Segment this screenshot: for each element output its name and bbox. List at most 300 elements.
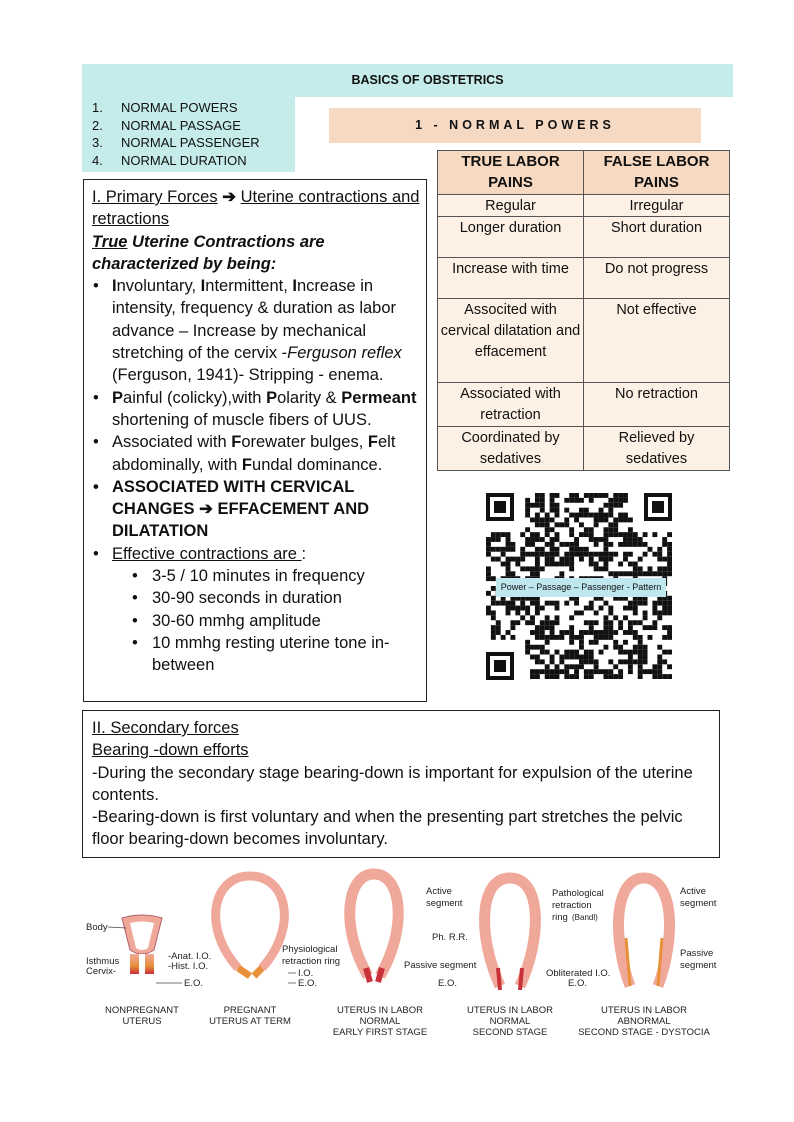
qr-module: [662, 625, 667, 630]
qr-module: [652, 664, 657, 669]
qr-module: [643, 601, 648, 606]
qr-module: [540, 552, 545, 557]
qr-module: [608, 552, 613, 557]
label-active-segment-b: Active: [680, 886, 706, 897]
qr-module: [599, 552, 604, 557]
qr-module: [535, 537, 540, 542]
qr-module: [613, 630, 618, 635]
qr-module: [618, 620, 623, 625]
qr-module: [662, 650, 667, 655]
qr-module: [608, 635, 613, 640]
qr-module: [486, 571, 491, 576]
qr-module: [574, 674, 579, 679]
qr-module: [618, 503, 623, 508]
qr-module: [657, 669, 662, 674]
qr-module: [530, 566, 535, 571]
qr-module: [633, 606, 638, 611]
qr-module: [555, 532, 560, 537]
qr-module: [667, 664, 672, 669]
qr-module: [628, 537, 633, 542]
qr-module: [486, 576, 491, 581]
qr-module: [555, 493, 560, 498]
qr-module: [618, 517, 623, 522]
qr-module: [594, 537, 599, 542]
qr-module: [643, 532, 648, 537]
qr-module: [584, 493, 589, 498]
qr-module: [559, 571, 564, 576]
qr-module: [618, 645, 623, 650]
qr-module: [623, 630, 628, 635]
qr-module: [569, 562, 574, 567]
table-cell: Irregular: [584, 194, 730, 217]
qr-module: [623, 532, 628, 537]
qr-module: [589, 552, 594, 557]
qr-module: [486, 606, 491, 611]
qr-module: [613, 674, 618, 679]
qr-module: [559, 669, 564, 674]
qr-module: [652, 606, 657, 611]
qr-module: [623, 659, 628, 664]
qr-module: [603, 674, 608, 679]
qr-module: [559, 562, 564, 567]
qr-module: [643, 571, 648, 576]
qr-module: [535, 552, 540, 557]
qr-module: [643, 650, 648, 655]
qr-module: [540, 517, 545, 522]
qr-module: [550, 498, 555, 503]
qr-module: [589, 640, 594, 645]
qr-module: [603, 527, 608, 532]
qr-module: [535, 659, 540, 664]
qr-module: [618, 674, 623, 679]
qr-module: [545, 522, 550, 527]
qr-module: [599, 513, 604, 518]
qr-module: [564, 557, 569, 562]
qr-module: [667, 650, 672, 655]
qr-module: [564, 522, 569, 527]
qr-module: [599, 635, 604, 640]
qr-module: [520, 547, 525, 552]
qr-module: [603, 620, 608, 625]
qr-module: [525, 552, 530, 557]
qr-module: [569, 542, 574, 547]
qr-module: [530, 645, 535, 650]
qr-module: [599, 669, 604, 674]
qr-module: [574, 547, 579, 552]
qr-module: [564, 517, 569, 522]
qr-module: [545, 615, 550, 620]
qr-module: [545, 527, 550, 532]
qr-module: [486, 566, 491, 571]
qr-module: [662, 606, 667, 611]
primary-heading: I. Primary Forces ➔ Uterine contractions and retractions: [92, 188, 420, 229]
qr-module: [603, 562, 608, 567]
caption-line: UTERUS IN LABOR: [600, 1005, 688, 1016]
qr-module: [535, 557, 540, 562]
qr-module: [574, 537, 579, 542]
qr-module: [579, 655, 584, 660]
qr-module: [535, 517, 540, 522]
qr-module: [594, 542, 599, 547]
qr-module: [550, 542, 555, 547]
qr-module: [540, 645, 545, 650]
caption-line: UTERUS: [122, 1016, 162, 1027]
qr-module: [608, 625, 613, 630]
qr-module: [594, 669, 599, 674]
qr-module: [618, 669, 623, 674]
qr-module: [496, 625, 501, 630]
qr-module: [535, 522, 540, 527]
qr-module: [545, 513, 550, 518]
qr-module: [486, 542, 491, 547]
qr-module: [652, 552, 657, 557]
qr-module: [594, 517, 599, 522]
qr-finder-top-right: [644, 493, 672, 521]
qr-module: [594, 522, 599, 527]
qr-module: [623, 537, 628, 542]
qr-module: [486, 610, 491, 615]
qr-module: [569, 547, 574, 552]
qr-module: [603, 532, 608, 537]
qr-module: [545, 635, 550, 640]
qr-module: [550, 537, 555, 542]
uterus-labor-second-stage: [485, 878, 536, 990]
qr-module: [510, 547, 515, 552]
table-row: [438, 299, 730, 383]
table-of-contents: [82, 97, 295, 172]
qr-module: [564, 655, 569, 660]
qr-module: [545, 601, 550, 606]
qr-module: [569, 615, 574, 620]
qr-module: [564, 542, 569, 547]
qr-module: [599, 517, 604, 522]
qr-module: [550, 659, 555, 664]
qr-module: [657, 655, 662, 660]
qr-module: [535, 532, 540, 537]
qr-module: [579, 640, 584, 645]
qr-module: [594, 566, 599, 571]
qr-module: [638, 566, 643, 571]
qr-module: [628, 650, 633, 655]
qr-module: [510, 601, 515, 606]
qr-module: [633, 650, 638, 655]
qr-module: [579, 557, 584, 562]
qr-module: [633, 562, 638, 567]
qr-module: [584, 527, 589, 532]
qr-module: [506, 630, 511, 635]
qr-module: [599, 557, 604, 562]
secondary-forces-box: [82, 710, 720, 858]
qr-module: [648, 625, 653, 630]
qr-module: [643, 542, 648, 547]
table-cell: Coordinated by sedatives: [438, 426, 584, 470]
qr-module: [599, 566, 604, 571]
qr-module: [555, 552, 560, 557]
qr-module: [633, 659, 638, 664]
caption-line: NORMAL: [359, 1016, 401, 1027]
qr-module: [574, 552, 579, 557]
qr-module: [564, 630, 569, 635]
qr-module: [657, 645, 662, 650]
qr-module: [540, 659, 545, 664]
qr-module: [550, 557, 555, 562]
qr-module: [657, 571, 662, 576]
qr-module: [603, 615, 608, 620]
qr-module: [520, 557, 525, 562]
qr-module: [564, 552, 569, 557]
qr-module: [569, 640, 574, 645]
qr-module: [667, 542, 672, 547]
table-header: FALSE LABOR PAINS: [584, 151, 730, 195]
qr-module: [667, 557, 672, 562]
qr-module: [584, 659, 589, 664]
uterus-labor-dystocia: [618, 878, 669, 986]
qr-module: [506, 532, 511, 537]
qr-module: [550, 493, 555, 498]
qr-module: [564, 498, 569, 503]
qr-module: [628, 606, 633, 611]
qr-module: [540, 547, 545, 552]
qr-module: [525, 508, 530, 513]
qr-module: [599, 508, 604, 513]
table-row: [438, 258, 730, 299]
qr-module: [550, 552, 555, 557]
secondary-paragraph: -Bearing-down is first voluntary and when the presenting part stretches the pelvic floor bearing-down becomes involuntary.: [92, 808, 683, 849]
qr-module: [618, 532, 623, 537]
qr-module: [555, 562, 560, 567]
qr-module: [491, 615, 496, 620]
qr-module: [525, 498, 530, 503]
qr-module: [613, 571, 618, 576]
qr-module: [662, 557, 667, 562]
qr-module: [559, 630, 564, 635]
table-cell: No retraction: [584, 383, 730, 427]
qr-module: [662, 610, 667, 615]
qr-module: [667, 635, 672, 640]
qr-module: [633, 571, 638, 576]
qr-module: [589, 493, 594, 498]
qr-module: [638, 650, 643, 655]
qr-module: [628, 630, 633, 635]
qr-module: [584, 508, 589, 513]
label-physio-ring: retraction ring: [282, 956, 341, 967]
qr-module: [559, 522, 564, 527]
label-pathological-ring: ring: [552, 912, 568, 923]
qr-module: [608, 522, 613, 527]
qr-module: [574, 664, 579, 669]
qr-module: [569, 493, 574, 498]
qr-module: [584, 620, 589, 625]
qr-module: [550, 517, 555, 522]
qr-module: [662, 601, 667, 606]
qr-module: [623, 552, 628, 557]
qr-module: [618, 542, 623, 547]
qr-module: [643, 659, 648, 664]
qr-module: [574, 493, 579, 498]
qr-module: [608, 659, 613, 664]
qr-module: [603, 493, 608, 498]
qr-module: [599, 650, 604, 655]
qr-module: [589, 513, 594, 518]
label-eo-4: E.O.: [568, 978, 588, 989]
qr-module: [486, 552, 491, 557]
uterus-pregnant-term: [216, 876, 285, 976]
qr-module: [506, 547, 511, 552]
qr-module: [589, 532, 594, 537]
qr-module: [628, 552, 633, 557]
qr-module: [555, 503, 560, 508]
qr-module: [633, 601, 638, 606]
qr-module: [545, 640, 550, 645]
qr-module: [510, 606, 515, 611]
qr-module: [623, 498, 628, 503]
qr-module: [623, 542, 628, 547]
qr-module: [525, 542, 530, 547]
qr-module: [515, 562, 520, 567]
qr-module: [491, 630, 496, 635]
qr-module: [525, 503, 530, 508]
qr-module: [550, 620, 555, 625]
effective-item: • 30-90 seconds in duration: [112, 587, 422, 609]
qr-module: [496, 532, 501, 537]
qr-module: [603, 635, 608, 640]
qr-module: [657, 674, 662, 679]
qr-module: [638, 557, 643, 562]
qr-module: [657, 659, 662, 664]
qr-module: [486, 537, 491, 542]
qr-module: [657, 615, 662, 620]
qr-module: [569, 513, 574, 518]
label-active-segment: segment: [426, 898, 463, 909]
qr-module: [515, 610, 520, 615]
qr-module: [540, 522, 545, 527]
qr-module: [643, 552, 648, 557]
qr-module: [648, 566, 653, 571]
caption-line: NORMAL: [489, 1016, 531, 1027]
qr-module: [491, 601, 496, 606]
qr-module: [540, 508, 545, 513]
qr-module: [618, 498, 623, 503]
qr-finder-bottom-left: [486, 652, 514, 680]
qr-module: [559, 655, 564, 660]
qr-module: [603, 601, 608, 606]
bullet-effective: • Effective contractions are : • 3-5 / 10 minutes in frequency • 30-90 seconds in duration • 30-60 mmhg amplitude • 10 mmhg resting uterine tone in-between: [92, 543, 422, 677]
qr-module: [579, 547, 584, 552]
qr-module: [574, 517, 579, 522]
qr-module: [594, 562, 599, 567]
qr-module: [491, 625, 496, 630]
qr-module: [555, 601, 560, 606]
caption-line: SECOND STAGE: [472, 1027, 548, 1038]
qr-module: [603, 503, 608, 508]
qr-module: [545, 552, 550, 557]
qr-module: [569, 557, 574, 562]
qr-module: [667, 552, 672, 557]
qr-module: [608, 669, 613, 674]
qr-module: [643, 615, 648, 620]
qr-module: [638, 655, 643, 660]
bullet-involuntary: • Involuntary, Intermittent, Increase in intensity, frequency & duration as labor advance – Increase by mechanical stretching of the cervix -Ferguson reflex (Ferguson, 1941)- Stripping - enema.: [92, 275, 422, 386]
qr-module: [530, 542, 535, 547]
qr-module: [564, 664, 569, 669]
qr-module: [574, 655, 579, 660]
qr-module: [608, 527, 613, 532]
caption-line: EARLY FIRST STAGE: [332, 1027, 428, 1038]
qr-module: [530, 674, 535, 679]
qr-module: [574, 610, 579, 615]
qr-module: [657, 566, 662, 571]
effective-item: • 3-5 / 10 minutes in frequency: [112, 565, 422, 587]
qr-module: [574, 635, 579, 640]
qr-module: [589, 674, 594, 679]
true-contractions-subhead: True Uterine Contractions are characterized by being:: [92, 232, 325, 273]
qr-module: [628, 625, 633, 630]
qr-module: [574, 650, 579, 655]
qr-module: [618, 650, 623, 655]
table-row: [438, 426, 730, 470]
qr-module: [579, 664, 584, 669]
qr-module: [667, 571, 672, 576]
qr-module: [589, 630, 594, 635]
qr-module: [613, 503, 618, 508]
qr-module: [613, 498, 618, 503]
qr-module: [530, 620, 535, 625]
label-passive-segment: Passive segment: [404, 960, 477, 971]
label-passive-segment-b: segment: [680, 960, 717, 971]
qr-module: [486, 547, 491, 552]
qr-module: [608, 513, 613, 518]
effective-item: • 30-60 mmhg amplitude: [112, 610, 422, 632]
table-cell: Short duration: [584, 217, 730, 258]
qr-module: [589, 562, 594, 567]
qr-module: [584, 650, 589, 655]
qr-module: [628, 527, 633, 532]
qr-module: [545, 532, 550, 537]
qr-caption: Power – Passage – Passenger - Pattern: [496, 578, 666, 597]
qr-module: [628, 571, 633, 576]
qr-module: [628, 620, 633, 625]
qr-module: [643, 645, 648, 650]
qr-module: [594, 513, 599, 518]
qr-module: [648, 635, 653, 640]
qr-module: [667, 606, 672, 611]
qr-module: [613, 493, 618, 498]
qr-module: [550, 625, 555, 630]
qr-module: [584, 552, 589, 557]
qr-module: [608, 508, 613, 513]
qr-module: [648, 571, 653, 576]
table-cell: Do not progress: [584, 258, 730, 299]
qr-module: [506, 562, 511, 567]
qr-module: [603, 513, 608, 518]
qr-module: [623, 557, 628, 562]
qr-module: [545, 517, 550, 522]
qr-module: [550, 655, 555, 660]
qr-module: [579, 498, 584, 503]
toc-item: 1. NORMAL POWERS: [92, 100, 238, 115]
qr-module: [633, 566, 638, 571]
qr-module: [584, 513, 589, 518]
qr-module: [623, 493, 628, 498]
qr-module: [603, 645, 608, 650]
qr-module: [579, 610, 584, 615]
qr-module: [603, 552, 608, 557]
qr-module: [510, 542, 515, 547]
qr-module: [535, 566, 540, 571]
qr-module: [555, 547, 560, 552]
qr-module: [608, 606, 613, 611]
qr-module: [535, 669, 540, 674]
